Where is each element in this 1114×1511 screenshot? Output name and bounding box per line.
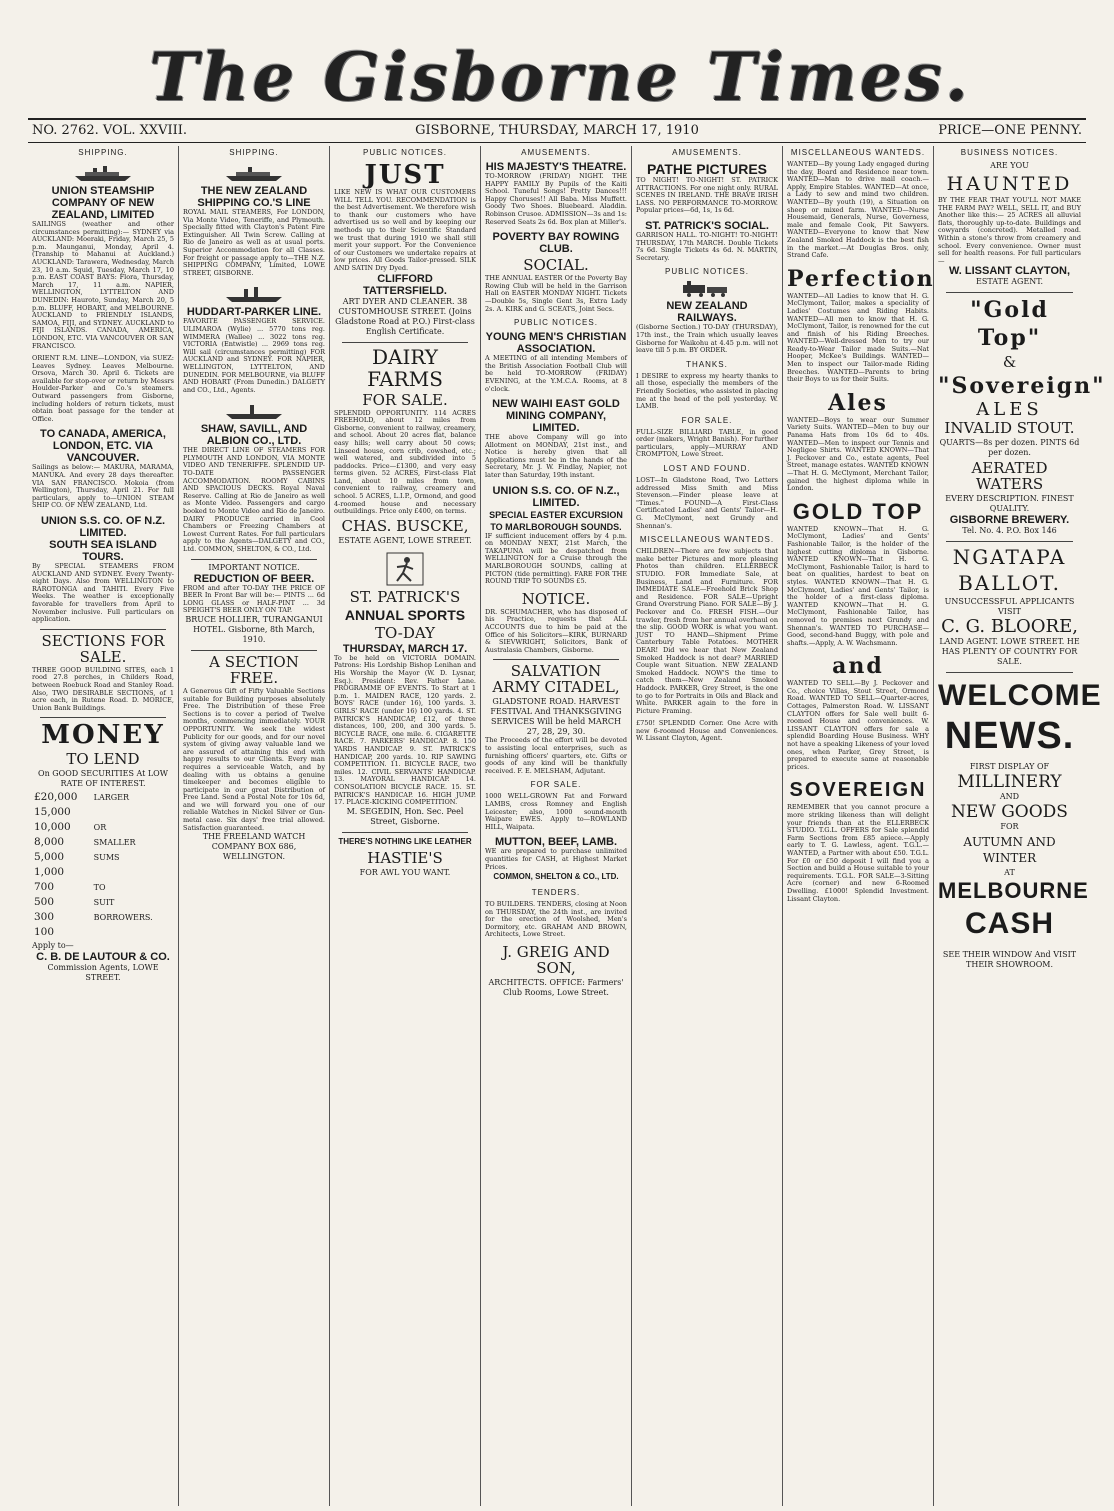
union-title: UNION STEAMSHIP COMPANY OF NEW ZEALAND, LIMITED: [51, 185, 155, 221]
section-head: PUBLIC NOTICES.: [514, 318, 598, 328]
column-head: MISCELLANEOUS WANTEDS.: [790, 148, 926, 157]
excursion-title: SPECIAL EASTER EXCURSION TO MARLBOROUGH SOUNDS.: [489, 509, 623, 532]
news-title: NEWS.: [944, 715, 1075, 758]
money-amount: 8,000: [34, 836, 65, 849]
money-amount: £20,000: [34, 791, 78, 804]
column-head: AMUSEMENTS.: [521, 148, 591, 157]
huddart-title: HUDDART-PARKER LINE.: [186, 306, 322, 319]
welcome-title: WELCOME: [938, 679, 1102, 713]
sports-title-2: ANNUAL SPORTS: [344, 606, 466, 623]
divider: [191, 559, 317, 560]
columns: [28, 146, 1106, 1506]
ales-title: Ales: [828, 389, 888, 416]
at-word: AT: [1004, 868, 1015, 878]
mutton-title: MUTTON, BEEF, LAMB.: [494, 836, 617, 849]
lost-found-body: LOST—In Gladstone Road, Two Letters addressed Miss Smith and Miss Stevenson.—Finder please leave at "Times." FOUND—A First-Class Certificated Ladies' and Gents' Tailor—H. G. McClymont, next Grundy and Shennan's.: [636, 476, 778, 530]
steamship-icon: [73, 161, 133, 183]
pathe-body: TO NIGHT! TO-NIGHT! ST. PATRICK ATTRACTIONS. For one night only. RURAL SCENES IN IRELAND. THE BRAVE IRISH LASS. NO PERFORMANCE TO-MORROW. Popular prices—6d, 1s, 1s 6d.: [636, 176, 778, 215]
dairy-sub: FOR SALE.: [362, 390, 448, 409]
dateline-issue: NO. 2762. VOL. XXVIII.: [32, 123, 188, 138]
divider: [40, 717, 166, 718]
sports-body: To be held on VICTORIA DOMAIN. Patrons: His Lordship Bishop Lenihan and His Worship the Mayor (W. D. Lysnar, Esq.). President: Rev. Father Lane. PROGRAMME OF EVENTS. To Start at 1 p.m. 1. MAIDEN RACE, 120 yards. 2. BOYS' RACE (under 16), 100 yards. 3. GIRLS' RACE (under 16) 100 yards. 4. ST. PATRICK'S HANDICAP, £12, of three distances, 100, 200, and 300 yards. 5. BICYCLE RACE, one mile. 6. CIGARETTE RACE. 7. PARKERS' HANDICAP. 8. 150 YARDS HANDICAP. 9. ST. PATRICK'S HANDICAP, 200 yards. 10. RIP SAWING COMPETITION. 11. BICYCLE RACE, two miles. 12. CIVIL SERVANTS' HANDICAP. 13. MAYORAL HANDICAP. 14. CONSOLATION BICYCLE RACE. 15. ST. PATRICK'S HANDICAP. 16. HIGH JUMP. 17. PLACE-KICKING COMPETITION.: [334, 653, 476, 807]
patrick-social-title: ST. PATRICK'S SOCIAL.: [645, 219, 769, 232]
beer-title: REDUCTION OF BEER.: [193, 572, 315, 585]
money-on: On GOOD SECURITIES At LOW RATE OF INTEREST.: [38, 769, 168, 789]
dairy-title: DAIRY FARMS: [367, 344, 443, 391]
millinery: MILLINERY: [957, 772, 1062, 793]
tenders-head: TENDERS.: [531, 888, 581, 898]
haunted-title: HAUNTED: [946, 173, 1073, 195]
greig-sub: ARCHITECTS. OFFICE: Farmers' Club Rooms, Lowe Street.: [488, 978, 624, 998]
gold-top-title: GOLD TOP: [792, 498, 924, 524]
money-amount: 5,000: [34, 851, 65, 864]
money-word: SUIT: [93, 898, 115, 908]
lambs-body: 1000 WELL-GROWN Fat and Forward LAMBS, cross Romney and English Leicester; also, 1000 sound-mouth Waipare EWES. Apply to—ROWLAND HILL, Waipata.: [485, 792, 627, 831]
steamship-icon: [224, 399, 284, 421]
train-icon: [679, 280, 735, 298]
goldtop-ad: "Gold Top": [970, 297, 1049, 352]
money-word: TO: [93, 883, 106, 893]
sovereign-body: REMEMBER that you cannot procure a more striking likeness than will delight your friends than at the ELLERBECK STUDIO. T.G.L. OFFERS for Sale splendid Farm Sections from £85 apiece.—Apply early to T. G. Lawless, agent. T.G.L.—WANTED, a Partner with about £50. T.G.L. For £0 or £50 deposit I will find you a Section and build a House suitable to your requirements. T.G.L. FOR SALE—3-Sitting Acre (corner) and new 6-Roomed Dwelling. £1000! Splendid Investment. Lissant Clayton.: [787, 803, 929, 903]
thanks-head: THANKS.: [686, 359, 728, 369]
salvation-sub: GLADSTONE ROAD. HARVEST FESTIVAL And THANKSGIVING SERVICES Will be held MARCH 27, 28, 29, 30.: [490, 697, 622, 737]
beer-body: FROM and after TO-DAY THE PRICE OF BEER In Front Bar will be:— PINTS ... 6d LONG GLASS or HALF-PINT ... 3d SPEIGHT'S BEER ONLY ON TAP.: [183, 583, 325, 615]
column-5: [632, 146, 783, 1506]
sports-date: THURSDAY, MARCH 17.: [342, 642, 468, 655]
money-word: [94, 806, 172, 819]
and-title: and: [832, 653, 884, 680]
clifford-name: CLIFFORD TATTERSFIELD.: [363, 272, 447, 297]
beer-sign: BRUCE HOLLIER, TURANGANUI HOTEL. Gisborne, 8th March, 1910.: [185, 614, 323, 644]
leather-title: THERE'S NOTHING LIKE LEATHER: [338, 836, 472, 846]
greig-name: J. GREIG AND SON,: [502, 943, 610, 978]
dairy-body: SPLENDID OPPORTUNITY. 114 ACRES FREEHOLD, about 12 miles from Gisborne, convenient to railway, creamery, and school. About 20 acres flat, balance easy hills; well carry about 50 cows; Linseed house, corn crib, cowshed, etc.; well watered, and subdivided into 5 paddocks. Price—£1300, and very easy terms given. 52 ACRES, First-class Flat Land, about 10 miles from town, convenient to railway, creamery and school. 5 ACRES, L.I.P., Ormond, and good 4-roomed house and necessary outbuildings. Price only £400, on terms.: [334, 408, 476, 516]
money-amount: 300: [34, 911, 55, 924]
tenders-body: TO BUILDERS. TENDERS, closing at Noon on THURSDAY, the 24th inst., are invited for the erection of Woolshed, Men's Dormitory, etc. GRAHAM AND BROWN, Architects, Lowe Street.: [485, 900, 627, 939]
ymca-body: A MEETING of all intending Members of the British Association Football Club will be held TO-MORROW (FRIDAY) EVENING, at the Y.M.C.A. Rooms, at 8 o'clock.: [485, 354, 627, 393]
column-head: SHIPPING.: [78, 148, 128, 157]
majesty-body: TO-MORROW (FRIDAY) NIGHT. THE HAPPY FAMILY By Pupils of the Kaiti School. Tuneful Songs! Pretty Dances!!! Happy Choruses!! All Baba. Miss Muffett. Goody Two Shoes. Bluebeard. Aladdin. Robinson Crusoe. ADMISSION—3s and 1s: Reserved Seats 2s 6d. Box plan at Miller's.: [485, 172, 627, 226]
union-ad: [32, 161, 174, 350]
nz-shipping-body: ROYAL MAIL STEAMERS, For LONDON, Via Monte Video, Teneriffe, and Plymouth. Specially fitted with Clayton's Patent Fire Extinguisher. All Twin Screw. Calling at Rio de Janeiro as well as at usual ports. Superior Accommodation for all Classes. For freight or passage apply to—THE N.Z. SHIPPING COMPANY, Limited, LOWE STREET, GISBORNE.: [183, 208, 325, 277]
brewery-name: GISBORNE BREWERY.: [949, 514, 1070, 527]
dateline: [28, 118, 1086, 143]
railways-title: NEW ZEALAND RAILWAYS.: [666, 300, 748, 325]
money-word: SMALLER: [93, 838, 136, 848]
section-free-title: A SECTION FREE.: [209, 652, 299, 687]
money-word: LARGER: [93, 793, 130, 803]
money-row: [34, 791, 172, 804]
money-row: [34, 851, 172, 864]
haunted-body: BY THE FEAR THAT YOU'LL NOT MAKE THE FARM PAY? WELL, SELL IT, and BUY Another like this:— 25 ACRES all alluvial flats, thoroughly up-to-date. Buildings and cowyards (concreted). Metalled road. Within a stone's throw from creamery and school. Every convenience. Owner must sell for health reasons. For full particulars—: [938, 196, 1081, 265]
sections-title: SECTIONS FOR SALE.: [41, 631, 165, 666]
perfection-body: WANTED—All Ladies to know that H. G. McClymont, Tailor, makes a speciality of Ladies' Costumes and Riding Habits. WANTED—All men to know that H. G. McClymont, Tailor, is renowned for the cut and finish of his Riding Breeches. WANTED—Well-dressed Men to try our Ready-to-Wear Tailor made Suits.—Nat Hooper, McKee's Buildings. WANTED—Men to inspect our Tailor-made Riding Breeches. WANTED—Parents to bring their Boys to us for their Suits.: [787, 291, 929, 384]
money-row: [34, 806, 172, 819]
bloore-name: C. G. BLOORE,: [941, 616, 1078, 638]
salvation-body: The Proceeds of the effort will be devoted to assisting local enterprises, such as furnishing officers' quarters, etc. Gifts or goods of any kind will be thankfully received. F. E. MELSHAM, Adjutant.: [485, 736, 627, 775]
are-you: ARE YOU: [990, 161, 1029, 170]
buscke-name: CHAS. BUSCKE,: [341, 516, 469, 535]
divider: [342, 342, 468, 343]
money-ad: [32, 721, 174, 983]
nz-shipping-title: THE NEW ZEALAND SHIPPING CO.'S LINE: [197, 185, 311, 209]
column-7: [934, 146, 1106, 1506]
money-row: [34, 881, 172, 894]
steamship-icon: [224, 282, 284, 304]
ngatapa-title: NGATAPA: [952, 545, 1067, 570]
pathe-title: PATHE PICTURES: [646, 161, 768, 177]
divider: [493, 659, 619, 660]
column-head: SHIPPING.: [229, 148, 279, 157]
first-display: FIRST DISPLAY OF: [969, 762, 1050, 772]
south-sea-title: SOUTH SEA ISLAND TOURS.: [49, 539, 157, 563]
money-row: [34, 836, 172, 849]
ballot-title: BALLOT.: [958, 571, 1061, 596]
divider: [191, 650, 317, 651]
sports-title: ST. PATRICK'S: [349, 587, 461, 606]
window-showroom: SEE THEIR WINDOW And VISIT THEIR SHOWROOM.: [942, 950, 1077, 970]
for-word: FOR: [1000, 822, 1019, 832]
money-word: OR: [93, 823, 107, 833]
money-word: [94, 926, 172, 939]
salvation-title: SALVATION ARMY CITADEL,: [492, 662, 620, 697]
just-body: LIKE NEW IS WHAT OUR CUSTOMERS WILL TELL YOU. RECOMMENDATION is the best Advertisement. We therefore wish to thank our customers who have advertised us so well and by keeping our methods up to their Scientific Standard we trust that during 1910 we shall still merit your support. For the Convenience of our Customers we undertake repairs at low prices. All Goods Tailor-pressed. SILK AND SATIN Dry Dyed.: [334, 188, 476, 272]
gold-top-body: WANTED KNOWN—That H. G. McClymont, Ladies' and Gents' Fashionable Tailor, is the holder of the highest cutting diploma in Gisborne. WANTED KNOWN—That H. G. McClymont, Fashionable Tailor, is hard to beat on qualities, hardest to beat on styles. WANTED KNOWN—That H. G. McClymont, Ladies' and Gents' Tailor, is the holder of a first-class diploma. WANTED KNOWN—That H. G. McClymont, Fashionable Tailor, has removed to premises next Grundy and Shennan's. WANTED TO PURCHASE—Good, second-hand Buggy, with pole and shafts.—Apply, A. W. Wachsmann.: [787, 524, 929, 647]
and-word: AND: [999, 792, 1020, 802]
ampersand: &: [1002, 353, 1017, 372]
union-body: SAILINGS (weather and other circumstances permitting):— SYDNEY via AUCKLAND: Moeraki, Friday, March 25, 5 p.m. Maunganui, Monday, April 4. (Tranship to Mahanui at Auckland.) AUCKLAND: Tarawera, Wednesday, March 23, 10 a.m. Squid, Tuesday, March 17, 10 p.m. EAST COAST BAYS: Flora, Thursday, March 17, 11 a.m. NAPIER, WELLINGTON, LYTTELTON AND DUNEDIN: Hauroto, Sunday, March 20, 5 p.m. BLUFF, HOBART, and MELBOURNE. AUCKLAND to FRIENDLY ISLANDS, SAMOA, FIJI, and SYDNEY. AUCKLAND to FIJI ISLANDS. CANADA, AMERICA, LONDON, ETC. VIA VANCOUVER OR SAN FRANCISCO.: [32, 220, 174, 350]
south-sea-body: By SPECIAL STEAMERS FROM AUCKLAND AND SYDNEY. Every Twenty-eight Days. Also from WELLINGTON to RAROTONGA and TAHITI. Every Five Weeks. The weather is exceptionally favorable for travellers from April to November inclusive. Full particulars on application.: [32, 562, 174, 624]
divider: [946, 672, 1073, 673]
money-apply: Apply to—: [32, 941, 74, 951]
ales-ad: ALES: [976, 399, 1043, 421]
orient-body: ORIENT R.M. LINE—LONDON, via SUEZ: Leaves Sydney. Leaves Melbourne. Orsova, March 30. April 6. Tickets are available for stop-over or return by Messrs Houlder-Parker and Co.'s steamers. Outward passengers from Gisborne, including holders of return tickets, must obtain boat passage for the tender at Office.: [32, 354, 174, 423]
melbourne: MELBOURNE: [938, 878, 1089, 904]
money-amount: 500: [34, 896, 55, 909]
money-amount: 700: [34, 881, 55, 894]
money-agent: C. B. DE LAUTOUR & CO.: [36, 951, 170, 964]
misc-wanteds-body: CHILDREN—There are few subjects that make better Pictures and more pleasing Photos than children. ELLERBECK STUDIO. FOR Immediate Sale, at Business, Land and Furniture. FOR IMMEDIATE SALE—Freehold Brick Shop and Residence. FOR SALE—Upright Grand Overstrung Piano. FOR SALE—By J. Peckover and Co. FRESH FISH.—Our trawler, fresh from her annual overhaul on the slip. GOOD WORK is what you want. JUST TO HAND—Shipment Prime Canterbury Table Potatoes. MOTHER DEAR! Did we hear that New Zealand Smoked Haddock is not dear? MARRIED Couple want Situation. NEW ZEALAND Smoked Haddock. NOW'S the time to catch them—New Zealand Smoked Haddock. PARKER, Grey Street, is the one to go to for Portraits in Oils and Black and White. PARKER again to the fore in Picture Framing.: [636, 547, 778, 715]
money-agent-sub: Commission Agents, LOWE STREET.: [47, 963, 159, 983]
section-free-body: A Generous Gift of Fifty Valuable Sections suitable for Building purposes absolutely Free. The Distribution of these Free Sections is to cover a period of Twelve months, commencing immediately. YOUR OPPORTUNITY. We seek the widest Publicity for our goods, and for our novel system of giving away valuable land we are assured of attaining this end with happy results to our Clients. Every man requires a serviceable Watch, and by dealing with us obtains a genuine timekeeper and becomes eligible to participate in our great Distribution of Free Land. Send a Postal Note for 10s 6d, and we will forward you one of our reliable Watches in Nickel Silver or Gun-metal case. Six days' free trial allowed. Satisfaction guaranteed.: [183, 686, 325, 832]
hastie-sub: FOR AWL YOU WANT.: [359, 867, 451, 877]
column-4: [481, 146, 632, 1506]
forsale-head: FOR SALE.: [681, 415, 733, 425]
ales-body: WANTED—Boys to wear our Summer Variety Suits. WANTED—Men to buy our Panama Hats from 10s 6d to 40s. WANTED—Men to inspect our Tennis and Negligee Shirts. WANTED KNOWN—That J. Peckover and Co., estate agents, Peel Street, manage estates. WANTED KNOWN—That H. G. McClymont, Merchant Tailor, gained the highest diploma while in London.: [787, 415, 929, 493]
section-free-sign: THE FREELAND WATCH COMPANY BOX 686, WELLINGTON.: [202, 832, 306, 862]
money-word: SUMS: [93, 853, 120, 863]
perfection-title: Perfection: [787, 265, 935, 292]
canada-title: TO CANADA, AMERICA, LONDON, ETC. VIA VANCOUVER.: [40, 428, 166, 465]
shaw-title: SHAW, SAVILL, AND ALBION CO., LTD.: [200, 423, 308, 448]
money-amount: 100: [34, 926, 55, 939]
and-body: WANTED TO SELL—By J. Peckover and Co., choice Villas, Stout Street, Ormond Road. WANTED TO SELL—Quarter-acres, Cottages, Palmerston Road. W. LISSANT CLAYTON offers for Sale well built 6-roomed House and conveniences. W. LISSANT CLAYTON offers for sale a splendid Boarding House Business. WHY not have a speaking Likeness of your loved ones, when Parker, Grey Street, is prepared to execute same at reasonable prices.: [787, 679, 929, 771]
brewery-tel: Tel. No. 4. P.O. Box 146: [962, 526, 1057, 536]
money-amount: 15,000: [34, 806, 71, 819]
column-2: [179, 146, 330, 1506]
dateline-place-date: GISBORNE, THURSDAY, MARCH 17, 1910: [415, 123, 699, 138]
misc-wanteds-head: MISCELLANEOUS WANTEDS.: [639, 535, 775, 545]
athlete-icon: [385, 551, 425, 587]
splendid-corner: £750! SPLENDID Corner. One Acre with new 6-roomed House and Conveniences. W. Lissant Clayton, Agent.: [636, 719, 778, 743]
clayton-sub: ESTATE AGENT.: [976, 277, 1043, 287]
notice-title: NOTICE.: [521, 589, 591, 608]
billiard-body: FULL-SIZE BILLIARD TABLE, in good order (makers, Wright Banish). For further particulars, apply—MURRAY AND CROMPTON, Lowe Street.: [636, 427, 778, 459]
column-head: BUSINESS NOTICES.: [960, 148, 1059, 157]
social-title: SOCIAL.: [523, 256, 589, 275]
money-word: [94, 866, 172, 879]
money-amounts: [32, 789, 174, 941]
majesty-title: HIS MAJESTY'S THEATRE.: [485, 161, 627, 173]
dateline-price: PRICE—ONE PENNY.: [938, 123, 1082, 138]
rowing-title: POVERTY BAY ROWING CLUB.: [492, 231, 620, 256]
money-row: [34, 896, 172, 909]
sovereign-title: SOVEREIGN: [789, 779, 927, 802]
just-title: JUST: [364, 160, 446, 190]
welcome-news-ad: [938, 676, 1102, 970]
canada-body: Sailings as below:— MAKURA, MARAMA, MANUKA. And every 28 days thereafter. VIA SAN FRANCISCO. Mokoia (from Wellington), Thursday, April 21. For full particulars, apply to—UNION STEAM SHIP CO. OF NEW ZEALAND, Ltd.: [32, 463, 174, 510]
section-head: PUBLIC NOTICES.: [665, 267, 749, 277]
social-body: THE ANNUAL EASTER Of the Poverty Bay Rowing Club will be held in the Garrison Hall on EASTER MONDAY NIGHT. Tickets—Double 5s, Single Gent 3s, Extra Lady 2s. A. KIRK and G. SCEATS, Joint Secs.: [485, 274, 627, 313]
mutton-body: WE are prepared to purchase unlimited quantities for CASH, at Highest Market Prices.: [485, 847, 627, 871]
sports-day: TO-DAY: [374, 623, 436, 642]
railways-body: (Gisborne Section.) TO-DAY (THURSDAY), 17th inst., the Train which usually leaves Gisborne for Waikohu at 4.45 p.m. will not leave till 5 p.m. BY ORDER.: [636, 323, 778, 355]
waihi-body: THE above Company will go into Allotment on MONDAY, 21st inst., and Notice is hereby given that all Applications must be in the hands of the Secretary, Mr. J. W. Findlay, Napier, not later than Saturday, 19th instant.: [485, 433, 627, 480]
money-amount: 10,000: [34, 821, 71, 834]
autumn-winter: AUTUMN AND WINTER: [963, 835, 1056, 866]
sections-body: THREE GOOD BUILDING SITES, each 1 rood 27.8 perches, in Childers Road, between Roebuck Road and Stanley Road. Also, TWO DESIRABLE SECTIONS, of 1 acre each, in Rutene Road. D. MORICE, Union Bank Buildings.: [32, 665, 174, 712]
lost-found-head: LOST AND FOUND.: [663, 464, 751, 474]
unsuccessful: UNSUCCESSFUL APPLICANTS VISIT: [944, 597, 1075, 617]
column-6: [783, 146, 934, 1506]
money-sub: TO LEND: [66, 750, 140, 769]
wanted-body: WANTED—By young Lady engaged during the day, Board and Residence near town. WANTED—Man to drive mail coach.—Apply, Empire Stables. WANTED—At once, a Lady to sew and mind two children. WANTED—By youth (19), a Situation on sheep or mixed farm. WANTED—Nurse Housemaid, Generals, Nurse, Governess, male and female Cook, Pit Sawyers. WANTED—Everyone to know that New Zealand Smoked Haddock is the best fish in the market.—At Douglas Bros. only, Strand Cafe.: [787, 160, 929, 260]
divider: [342, 832, 468, 833]
prices: QUARTS—8s per dozen. PINTS 6d per dozen.: [939, 438, 1080, 458]
clayton-name: W. LISSANT CLAYTON,: [948, 265, 1070, 278]
aerated-title: AERATED WATERS: [971, 459, 1048, 494]
money-title: MONEY: [41, 720, 165, 751]
shaw-body: THE DIRECT LINE OF STEAMERS FOR PLYMOUTH AND LONDON, VIA MONTE VIDEO AND TENERIFFE. SPLENDID UP-TO-DATE PASSENGER ACCOMMODATION. ROOMY CABINS AND SPACIOUS DECKS. Royal Naval Reserve. Calling at Rio de Janeiro as well as Monte Video. Passengers and cargo booked to Monte Video and Rio de Janeiro. DAIRY PRODUCE carried in Cool Chambers or Freezing Chambers at Lowest Current Rates. For full particulars apply to the Agents—DALGETY and CO., Ltd. COMMON, SHELTON, & CO., Ltd.: [183, 446, 325, 553]
column-head: AMUSEMENTS.: [672, 148, 742, 157]
money-row: [34, 866, 172, 879]
common-shelton: COMMON, SHELTON & CO., LTD.: [493, 872, 619, 882]
money-row: [34, 821, 172, 834]
new-goods: NEW GOODS: [951, 802, 1068, 823]
huddart-body: FAVORITE PASSENGER SERVICE. ULIMAROA (Wylie) ... 5770 tons reg. WIMMERA (Wallee) ... 3022 tons reg. VICTORIA (Entwistle) ... 2969 tons reg. Will sail (circumstances permitting) FOR AUCKLAND and SYDNEY. FOR NAPIER, WELLINGTON, LYTTELTON, AND DUNEDIN. FOR MELBOURNE, via BLUFF AND HOBART (From Dunedin.) DALGETY and CO., Ltd., Agents.: [183, 317, 325, 394]
steamship-icon: [224, 161, 284, 183]
buscke-sub: ESTATE AGENT, LOWE STREET.: [338, 535, 472, 545]
money-row: [34, 926, 172, 939]
ymca-title: YOUNG MEN'S CHRISTIAN ASSOCIATION.: [485, 331, 627, 356]
hastie-name: HASTIE'S: [367, 848, 443, 867]
invalid-stout: INVALID STOUT.: [944, 419, 1075, 438]
union-easter-title: UNION S.S. CO. OF N.Z., LIMITED.: [492, 484, 620, 509]
divider: [40, 629, 166, 630]
waihi-title: NEW WAIHI EAST GOLD MINING COMPANY, LIMITED.: [492, 398, 620, 435]
aerated-sub: EVERY DESCRIPTION. FINEST QUALITY.: [945, 494, 1074, 514]
money-word: BORROWERS.: [93, 913, 153, 923]
bloore-sub: LAND AGENT. LOWE STREET. HE HAS PLENTY OF COUNTRY FOR SALE.: [939, 637, 1080, 667]
important-notice-title: IMPORTANT NOTICE.: [208, 562, 300, 572]
union-office: UNION S.S. CO. OF N.Z. LIMITED.: [40, 515, 166, 539]
clifford-sub: ART DYER AND CLEANER. 38 CUSTOMHOUSE STREET. (Joins Gladstone Road at P.O.) First-class English Certificate.: [335, 296, 475, 336]
notice-body: DR. SCHUMACHER, who has disposed of his Practice, requests that ALL ACCOUNTS due to him be paid at the Office of his Solicitors—KIRK, BURNARD & SIEVWRIGHT, Solicitors, Bank of Australasia Chambers, Gisborne.: [485, 607, 627, 654]
thanks-body: I DESIRE to express my hearty thanks to all those, especially the members of the Friendly Societies, who assisted in placing me at the head of the poll yesterday. W. LAMB.: [636, 371, 778, 411]
cash: CASH: [964, 907, 1054, 941]
divider: [946, 541, 1073, 542]
column-3: [330, 146, 481, 1506]
forsale-head: FOR SALE.: [530, 780, 582, 790]
sports-sign: M. SEGEDIN, Hon. Sec. Peel Street, Gisborne.: [346, 806, 464, 826]
column-head: PUBLIC NOTICES.: [363, 148, 447, 157]
sovereign-ad: "Sovereign": [938, 373, 1106, 400]
money-row: [34, 911, 172, 924]
money-amount: 1,000: [34, 866, 65, 879]
column-1: [28, 146, 179, 1506]
excursion-body: IF sufficient inducement offers by 4 p.m. on MONDAY NEXT, 21st March, the TAKAPUNA will be despatched from WELLINGTON for a Cruise through the MARLBOROUGH SOUNDS, calling at PICTON (tide permitting). FARE FOR THE ROUND TRIP TO SOUNDS £5.: [485, 531, 627, 586]
patrick-social-body: GARRISON HALL. TO-NIGHT! TO-NIGHT! THURSDAY, 17th MARCH. Double Tickets 7s 6d. Single Tickets 4s 6d. N. MARTIN, Secretary.: [636, 230, 778, 262]
divider: [946, 292, 1073, 293]
masthead-title: The Gisborne Times.: [149, 38, 971, 116]
